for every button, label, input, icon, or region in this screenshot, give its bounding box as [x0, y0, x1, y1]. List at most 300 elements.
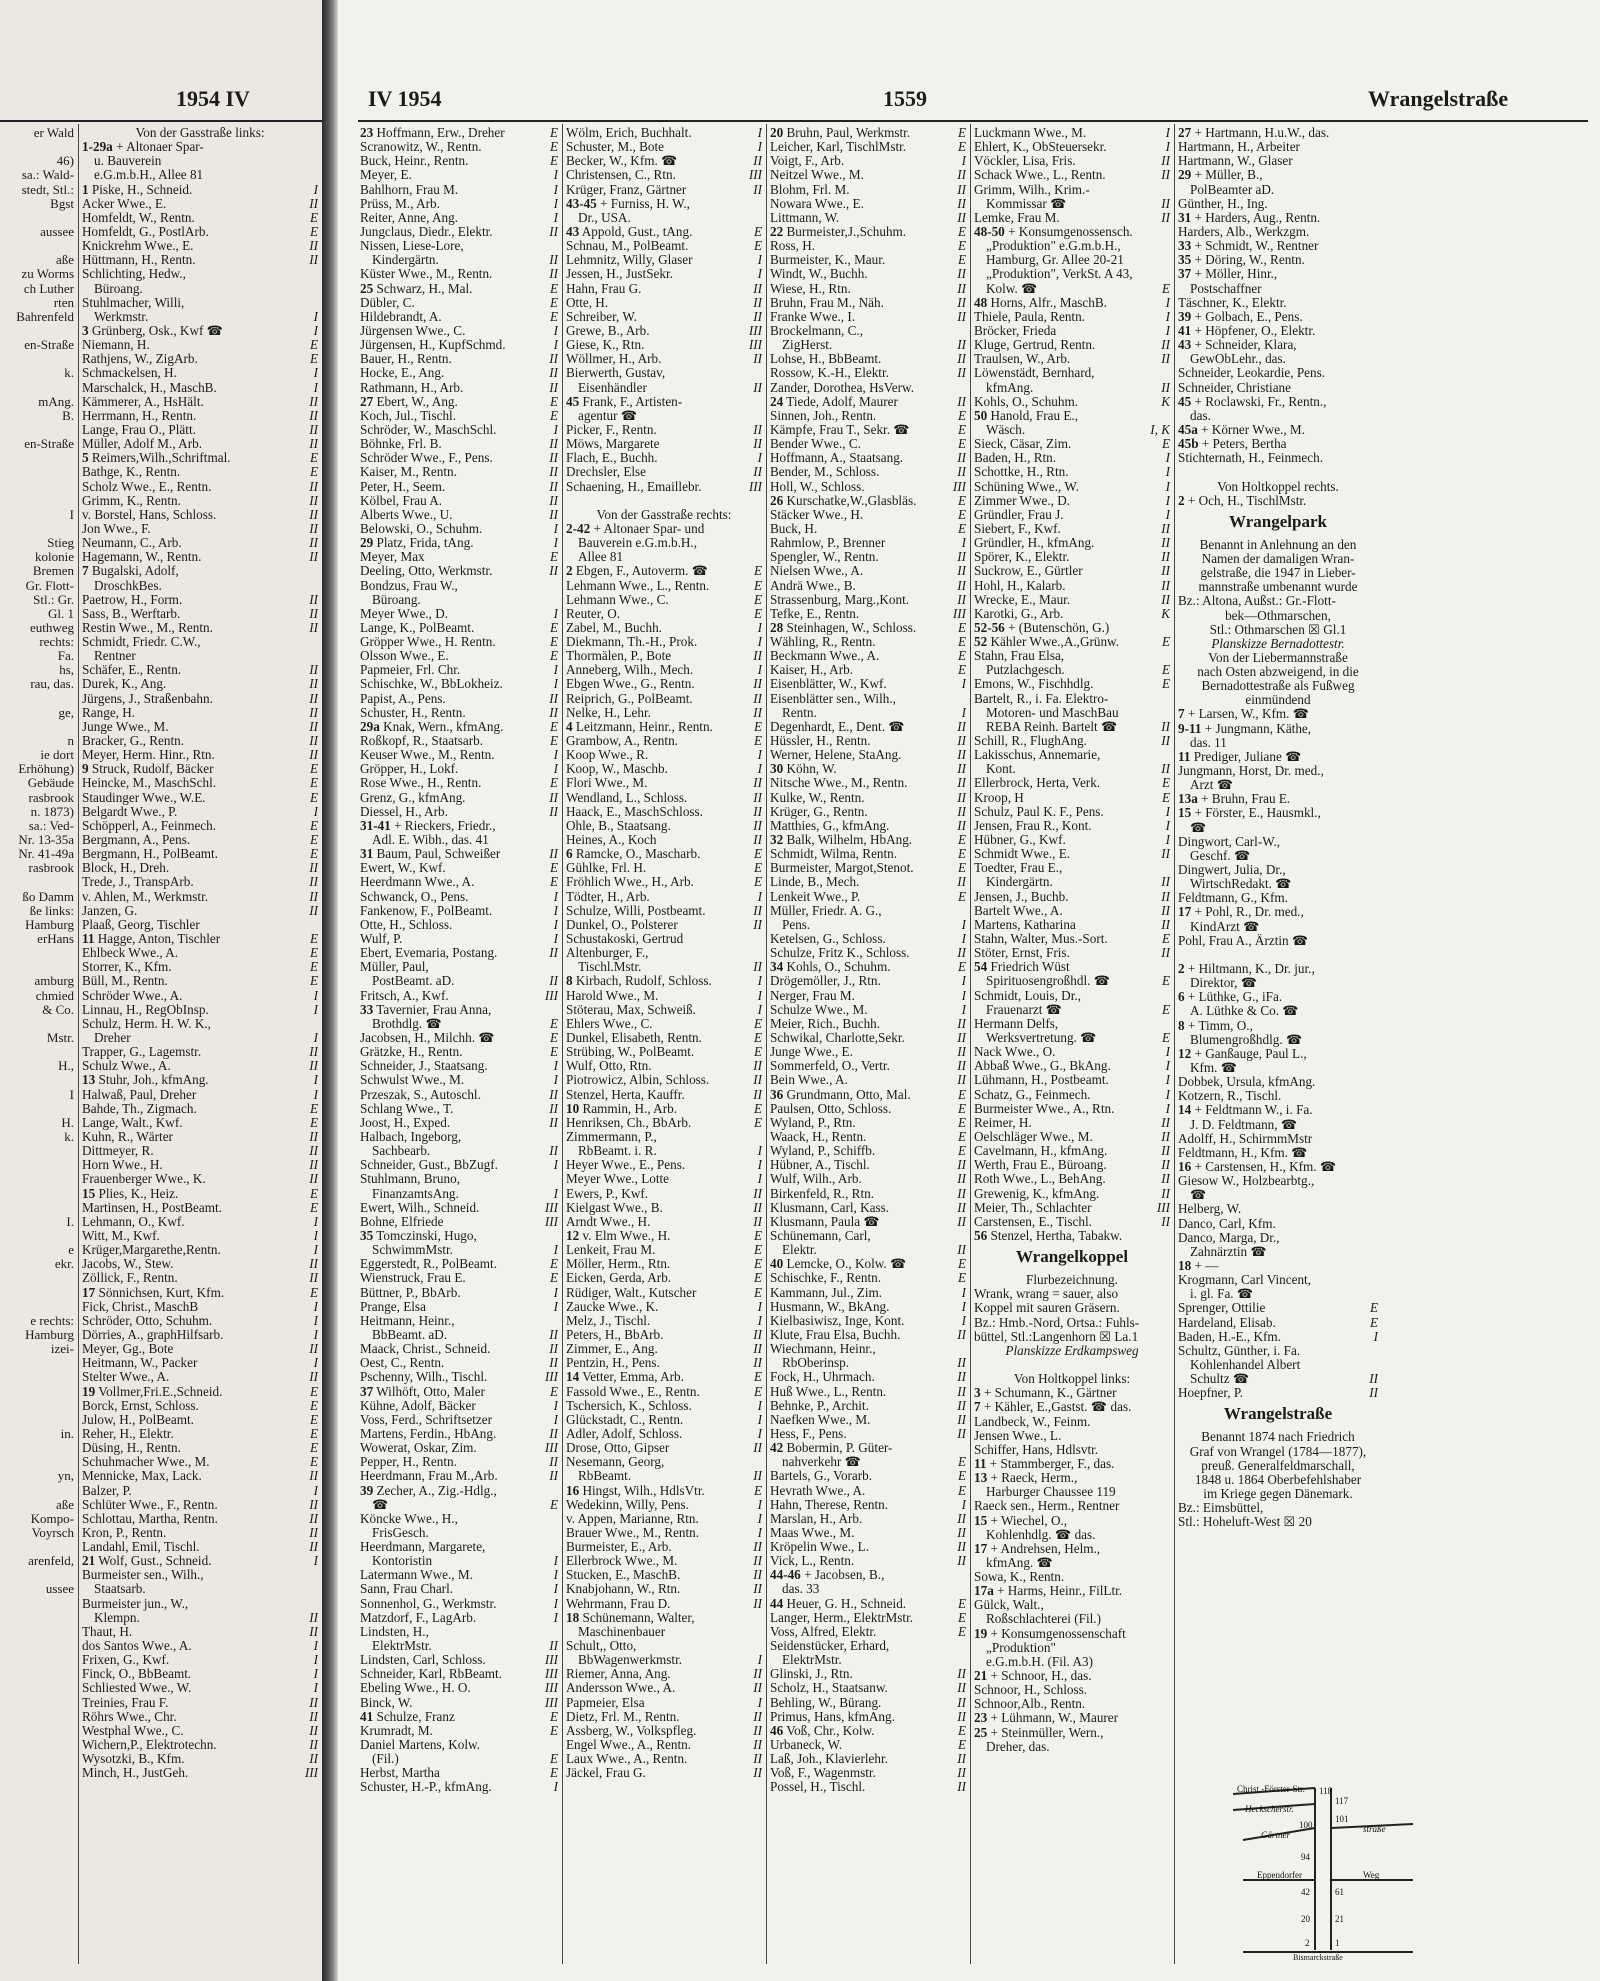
cut-text-fragment: [0, 1441, 78, 1455]
house-number: 12: [1178, 1046, 1192, 1061]
floor-code: I: [553, 1554, 558, 1569]
cut-text-fragment: [0, 494, 78, 508]
cut-text-fragment: [0, 239, 78, 253]
entry-text: Bohne, Elfriede: [360, 1214, 444, 1229]
floor-code: III: [544, 1214, 558, 1229]
directory-entry: [566, 154, 762, 168]
entry-text: Frank, F., Artisten-: [582, 394, 683, 409]
entry-text: Schlang Wwe., T.: [360, 1101, 454, 1116]
directory-entry: [82, 1130, 318, 1144]
floor-code: III: [748, 168, 762, 183]
entry-text: Bugalski, Adolf,: [91, 564, 179, 579]
directory-entry: [770, 253, 966, 267]
entry-text: dos Santos Wwe., A.: [82, 1639, 192, 1654]
directory-entry: [1178, 282, 1378, 296]
directory-entry: [974, 706, 1170, 720]
entry-text: Urbaneck, W.: [770, 1738, 843, 1753]
entry-text: Fankenow, F., PolBeamt.: [360, 903, 493, 918]
entry-text: Schünemann, Carl,: [770, 1228, 871, 1243]
floor-code: II: [957, 1766, 966, 1781]
floor-code: II: [309, 1709, 318, 1724]
directory-entry: [82, 946, 318, 960]
entry-text: Marschalck, H., MaschB.: [82, 380, 217, 395]
directory-entry: [566, 593, 762, 607]
floor-code: E: [309, 451, 318, 466]
header-rule: [358, 120, 1588, 122]
house-number: 44-46: [770, 1568, 801, 1583]
directory-entry: [82, 833, 318, 847]
floor-code: II: [957, 281, 966, 296]
directory-entry: [974, 1598, 1170, 1612]
entry-text: Lindsten, H.,: [360, 1624, 429, 1639]
entry-text: WirtschRedakt. ☎: [1190, 877, 1292, 892]
floor-code: E: [957, 833, 966, 848]
directory-entry: [770, 395, 966, 409]
directory-entry: [82, 1215, 318, 1229]
entry-text: Buck, Heinr., Rentn.: [360, 154, 469, 169]
floor-code: E: [309, 224, 318, 239]
entry-text: Heuer, G. H., Schneid.: [786, 1596, 907, 1611]
entry-text: BbBeamt. aD.: [372, 1327, 448, 1342]
directory-entry: [770, 1710, 966, 1724]
floor-code: E: [1161, 677, 1170, 692]
directory-entry: [566, 904, 762, 918]
directory-entry: [974, 168, 1170, 182]
entry-text: Harburger Chaussee 119: [986, 1485, 1116, 1500]
entry-text: + Andrehsen, Helm.,: [990, 1541, 1101, 1556]
directory-entry: [566, 1710, 762, 1724]
cut-text-fragment: n: [67, 733, 74, 749]
entry-text: + Schnoor, H., das.: [990, 1669, 1092, 1684]
entry-text: Abbaß Wwe., G., BkAng.: [974, 1059, 1111, 1074]
floor-code: II: [957, 267, 966, 282]
directory-entry: [1178, 623, 1378, 637]
floor-code: I: [553, 1780, 558, 1795]
directory-entry: [566, 1144, 762, 1158]
floor-code: II: [957, 578, 966, 593]
entry-text: Schulze, Willi, Postbeamt.: [566, 903, 706, 918]
entry-text: Jürgensen Wwe., C.: [360, 323, 466, 338]
directory-entry: [974, 395, 1170, 409]
entry-text: v. Ahlen, M., Werkmstr.: [82, 889, 209, 904]
directory-entry: [770, 366, 966, 380]
entry-text: Bauer, H., Rentn.: [360, 352, 452, 367]
cut-text-fragment: Bremen: [32, 563, 74, 579]
floor-code: I: [553, 1568, 558, 1583]
directory-entry: [770, 607, 966, 621]
directory-entry: [566, 352, 762, 366]
floor-code: II: [309, 521, 318, 536]
directory-entry: [974, 847, 1170, 861]
entry-text: Ramcke, O., Mascharb.: [575, 847, 701, 862]
entry-text: Kohls, O., Schuhm.: [786, 960, 891, 975]
entry-text: v. Borstel, Hans, Schloss.: [82, 507, 217, 522]
directory-entry: [974, 932, 1170, 946]
entry-text: Schmidt, Louis, Dr.,: [974, 988, 1081, 1003]
entry-text: Allee 81: [578, 550, 624, 565]
floor-code: I: [1165, 1059, 1170, 1074]
entry-text: Hermann Delfs,: [974, 1016, 1059, 1031]
floor-code: II: [309, 1144, 318, 1159]
cut-text-fragment: en-Straße: [24, 337, 74, 353]
floor-code: II: [549, 804, 558, 819]
entry-text: Witt, M., Kwf.: [82, 1228, 160, 1243]
directory-entry: [82, 1667, 318, 1681]
directory-entry: [770, 1696, 966, 1710]
entry-text: Ellerbrock Wwe., M.: [566, 1554, 678, 1569]
directory-entry: [566, 183, 762, 197]
entry-text: Adler, Adolf, Schloss.: [566, 1426, 683, 1441]
floor-code: I: [553, 1158, 558, 1173]
house-number: 18: [566, 1610, 580, 1625]
directory-entry: [770, 168, 966, 182]
entry-text: Tiede, Adolf, Maurer: [786, 394, 898, 409]
entry-text: Junge Wwe., E.: [770, 1045, 853, 1060]
cut-text-fragment: kolonie: [35, 549, 74, 565]
house-number: 20: [770, 126, 784, 140]
house-number: 7: [1178, 707, 1185, 722]
entry-text: Janzen, G.: [82, 903, 138, 918]
directory-entry: [1178, 183, 1378, 197]
entry-text: Julow, H., PolBeamt.: [82, 1412, 194, 1427]
directory-entry: [82, 663, 318, 677]
directory-entry: [82, 1681, 318, 1695]
house-number: 31: [360, 847, 374, 862]
floor-code: II: [753, 1723, 762, 1738]
floor-code: E: [549, 394, 558, 409]
floor-code: II: [549, 479, 558, 494]
entry-text: Kolw. ☎: [986, 281, 1038, 296]
house-number: 23: [974, 1711, 988, 1726]
directory-entry: [566, 168, 762, 182]
entry-text: FrisGesch.: [372, 1525, 429, 1540]
directory-entry: [82, 1370, 318, 1384]
directory-entry: [566, 1045, 762, 1059]
directory-entry: [360, 267, 558, 281]
floor-code: I: [313, 1073, 318, 1088]
directory-entry: [1178, 1316, 1378, 1330]
entry-text: Voss, Alfred, Elektr.: [770, 1624, 877, 1639]
directory-entry: [566, 1625, 762, 1639]
directory-entry: [974, 1073, 1170, 1087]
entry-text: Possel, H., Tischl.: [770, 1780, 866, 1795]
floor-code: I: [553, 663, 558, 678]
entry-text: Büll, M., Rentn.: [82, 974, 168, 989]
directory-entry: [360, 960, 558, 974]
directory-entry: [770, 1582, 966, 1596]
directory-entry: [360, 847, 558, 861]
directory-entry: [82, 1059, 318, 1073]
directory-entry: [82, 1031, 318, 1045]
entry-text: + Harms, Heinr., FilLtr.: [997, 1584, 1123, 1599]
floor-code: I: [313, 1002, 318, 1017]
floor-code: I: [313, 1228, 318, 1243]
directory-entry: [82, 522, 318, 536]
directory-entry: [1178, 594, 1378, 608]
house-number: 39: [1178, 309, 1192, 324]
cut-text-fragment: k.: [64, 365, 74, 381]
entry-text: Diessel, H., Arb.: [360, 804, 448, 819]
floor-code: E: [309, 1115, 318, 1130]
directory-entry: [360, 1172, 558, 1186]
entry-text: Thiele, Paula, Rentn.: [974, 309, 1085, 324]
entry-text: Hanold, Frau E.,: [990, 408, 1079, 423]
entry-text: Koch, Jul., Tischl.: [360, 408, 456, 423]
entry-text: + (Butenschön, G.): [1008, 620, 1110, 635]
directory-entry: [974, 1144, 1170, 1158]
house-number: 28: [770, 620, 784, 635]
floor-code: E: [309, 1426, 318, 1441]
floor-code: II: [1161, 550, 1170, 565]
floor-code: I: [553, 903, 558, 918]
entry-text: Heines, A., Koch: [566, 833, 657, 848]
directory-entry: [360, 1582, 558, 1596]
cut-text-fragment: [0, 1540, 78, 1554]
directory-entry: [82, 1286, 318, 1300]
entry-text: Kohlenhandel Albert: [1190, 1357, 1301, 1372]
entry-text: Adl. E. Wibh., das. 41: [372, 833, 489, 848]
entry-text: Roth Wwe., L., BehAng.: [974, 1172, 1106, 1187]
house-number: 11: [974, 1456, 987, 1471]
entry-text: + Möller, Hinr.,: [1194, 267, 1278, 282]
floor-code: I: [757, 253, 762, 268]
floor-code: II: [957, 564, 966, 579]
directory-entry: [82, 1342, 318, 1356]
entry-text: Stahn, Walter, Mus.-Sort.: [974, 932, 1108, 947]
entry-text: Köncke Wwe., H.,: [360, 1511, 458, 1526]
entry-text: Wyland, P., Rtn.: [770, 1115, 856, 1130]
cut-text-fragment: ekr.: [54, 1256, 74, 1272]
floor-code: II: [753, 1709, 762, 1724]
floor-code: II: [957, 1016, 966, 1031]
floor-code: II: [309, 903, 318, 918]
directory-entry: [770, 989, 966, 1003]
entry-text: Frauenarzt ☎: [986, 1002, 1063, 1017]
floor-code: II: [309, 1271, 318, 1286]
floor-code: II: [957, 352, 966, 367]
entry-text: Flurbezeichnung.: [1026, 1273, 1118, 1288]
floor-code: I: [757, 988, 762, 1003]
cut-text-fragment: H.,: [58, 1058, 74, 1074]
entry-text: 1848 u. 1864 Oberbefehlshaber: [1194, 1472, 1362, 1487]
directory-entry: [360, 1752, 558, 1766]
directory-entry: [1178, 395, 1378, 409]
map-number: 100: [1299, 1820, 1313, 1830]
floor-code: I: [313, 1327, 318, 1342]
entry-text: Meyer Wwe., Lotte: [566, 1172, 670, 1187]
entry-text: Schröder, Otto, Schuhm.: [82, 1313, 213, 1328]
floor-code: III: [544, 1681, 558, 1696]
floor-code: II: [957, 1709, 966, 1724]
cut-text-fragment: [0, 423, 78, 437]
floor-code: II: [753, 1766, 762, 1781]
floor-code: I: [553, 1412, 558, 1427]
directory-entry: [1178, 1259, 1378, 1273]
floor-code: E: [1161, 790, 1170, 805]
floor-code: II: [957, 1511, 966, 1526]
entry-text: Kron, P., Rentn.: [82, 1525, 167, 1540]
entry-text: Hohl, H., Kalarb.: [974, 578, 1066, 593]
entry-text: Fassold Wwe., E., Rentn.: [566, 1384, 700, 1399]
floor-code: II: [309, 1511, 318, 1526]
entry-text: Matzdorf, F., LagArb.: [360, 1610, 477, 1625]
directory-entry: [974, 720, 1170, 734]
entry-text: Hocke, E., Ang.: [360, 366, 445, 381]
floor-code: E: [957, 507, 966, 522]
floor-code: II: [753, 1738, 762, 1753]
column-divider: [562, 124, 563, 1964]
cut-text-fragment: [0, 140, 78, 154]
entry-text: Dittmeyer, R.: [82, 1144, 154, 1159]
directory-entry: [1178, 707, 1378, 721]
directory-entry: [566, 1370, 762, 1384]
directory-entry: [974, 536, 1170, 550]
floor-code: II: [1161, 196, 1170, 211]
floor-code: E: [753, 875, 762, 890]
entry-text: Lakisschus, Annemarie,: [974, 748, 1101, 763]
cut-text-fragment: [0, 451, 78, 465]
floor-code: E: [549, 1031, 558, 1045]
floor-code: I: [553, 917, 558, 932]
directory-entry: [82, 960, 318, 974]
directory-entry: [360, 1328, 558, 1342]
directory-entry: [1178, 891, 1378, 905]
floor-code: II: [957, 394, 966, 409]
floor-code: I: [553, 606, 558, 621]
entry-text: DroschkBes.: [94, 578, 162, 593]
directory-entry: [360, 508, 558, 522]
directory-entry: [1178, 821, 1378, 835]
floor-code: I: [1165, 323, 1170, 338]
entry-text: Drögemöller, J., Rtn.: [770, 974, 881, 989]
entry-text: Oelschläger Wwe., M.: [974, 1129, 1093, 1144]
entry-text: Wrank, wrang = sauer, also: [974, 1287, 1119, 1302]
directory-entry: [974, 833, 1170, 847]
floor-code: II: [1161, 903, 1170, 918]
entry-text: Schneider, Karl, RbBeamt.: [360, 1667, 502, 1682]
house-number: 43: [566, 224, 580, 239]
directory-entry: [82, 805, 318, 819]
entry-text: Rammin, H., Arb.: [582, 1101, 677, 1116]
directory-entry: [974, 183, 1170, 197]
directory-entry: [1178, 1089, 1378, 1103]
directory-entry: [566, 1696, 762, 1710]
directory-entry: [360, 494, 558, 508]
cut-text-fragment: [0, 1229, 78, 1243]
directory-entry: [566, 649, 762, 663]
cut-text-fragment: euthweg: [29, 619, 74, 635]
floor-code: E: [753, 1101, 762, 1116]
floor-code: E: [309, 833, 318, 848]
floor-code: I: [757, 1172, 762, 1187]
directory-entry: [1178, 1047, 1378, 1061]
directory-entry: [770, 734, 966, 748]
directory-entry: [82, 409, 318, 423]
floor-code: II: [957, 1384, 966, 1399]
entry-text: Traulsen, W., Arb.: [974, 352, 1071, 367]
directory-entry: [770, 1399, 966, 1413]
directory-entry: [360, 366, 558, 380]
entry-text: Eisenhändler: [578, 380, 647, 395]
entry-text: Werksvertretung. ☎: [986, 1031, 1097, 1045]
entry-text: Haack, E., MaschSchloss.: [566, 804, 703, 819]
entry-text: Kindergärtn.: [372, 253, 439, 268]
directory-entry: [1178, 651, 1378, 665]
directory-entry: [360, 1512, 558, 1526]
directory-entry: [974, 1358, 1170, 1372]
cut-text-fragment: in.: [60, 1425, 74, 1441]
entry-text: Möws, Margarete: [566, 437, 660, 452]
directory-entry: [82, 1158, 318, 1172]
entry-text: + Roclawski, Fr., Rentn.,: [1194, 394, 1327, 409]
entry-text: Roßkopf, R., Staatsarb.: [360, 734, 484, 749]
floor-code: II: [309, 1172, 318, 1187]
house-number: 13: [974, 1471, 988, 1486]
entry-text: büttel, Stl.:Langenhorn ☒ La.1: [974, 1329, 1139, 1344]
directory-entry: [360, 1724, 558, 1738]
directory-entry: [1178, 1372, 1378, 1386]
entry-text: Sowa, K., Rentn.: [974, 1570, 1065, 1585]
entry-text: Littmann, W.: [770, 210, 840, 225]
floor-code: II: [957, 1752, 966, 1767]
entry-text: Meyer, Max: [360, 550, 425, 565]
column-divider: [78, 124, 79, 1964]
entry-text: Schuster, H., Rentn.: [360, 705, 466, 720]
directory-entry: [974, 1229, 1170, 1243]
entry-text: Nesemann, Georg,: [566, 1455, 665, 1470]
directory-entry: [360, 423, 558, 437]
floor-code: E: [309, 1398, 318, 1413]
floor-code: II: [549, 507, 558, 522]
entry-text: Rathjens, W., ZigArb.: [82, 352, 198, 367]
entry-text: Bartelt, R., i. Fa. Elektro-: [974, 691, 1109, 706]
floor-code: E: [1161, 635, 1170, 650]
entry-text: Gühlke, Frl. H.: [566, 861, 647, 876]
entry-text: Luckmann Wwe., M.: [974, 126, 1087, 140]
entry-text: Harders, Alb., Werkzgm.: [1178, 224, 1310, 239]
cut-text-fragment: H.: [61, 1114, 74, 1130]
entry-text: Schöpperl, A., Feinmech.: [82, 818, 217, 833]
directory-entry: [974, 437, 1170, 451]
floor-code: II: [753, 154, 762, 169]
directory-entry: [974, 805, 1170, 819]
floor-code: I: [1165, 140, 1170, 155]
entry-text: Przeszak, S., Autoschl.: [360, 1087, 481, 1102]
entry-text: Vick, L., Rentn.: [770, 1554, 855, 1569]
column-1: [82, 126, 318, 1780]
entry-text: Wowerat, Oskar, Zim.: [360, 1441, 477, 1456]
entry-text: Sommerfeld, O., Vertr.: [770, 1059, 890, 1074]
entry-text: Jacobsen, H., Milchh. ☎: [360, 1031, 495, 1045]
entry-text: Brauer Wwe., M., Rentn.: [566, 1525, 700, 1540]
entry-text: Nack Wwe., O.: [974, 1045, 1056, 1060]
cut-text-fragment: [0, 1172, 78, 1186]
floor-code: II: [753, 1342, 762, 1357]
directory-entry: [360, 974, 558, 988]
entry-text: Binck, W.: [360, 1695, 413, 1710]
directory-entry: [974, 677, 1170, 691]
entry-text: Ebeling Wwe., H. O.: [360, 1681, 471, 1696]
directory-entry: [82, 748, 318, 762]
floor-code: E: [309, 776, 318, 791]
floor-code: II: [753, 352, 762, 367]
entry-text: Burmeister, Margot,Stenot.: [770, 861, 914, 876]
entry-text: Horn Wwe., H.: [82, 1158, 163, 1173]
floor-code: E: [1369, 1315, 1378, 1330]
entry-text: Zabel, M., Buchh.: [566, 620, 662, 635]
directory-entry: [974, 1316, 1170, 1330]
directory-entry: [770, 791, 966, 805]
